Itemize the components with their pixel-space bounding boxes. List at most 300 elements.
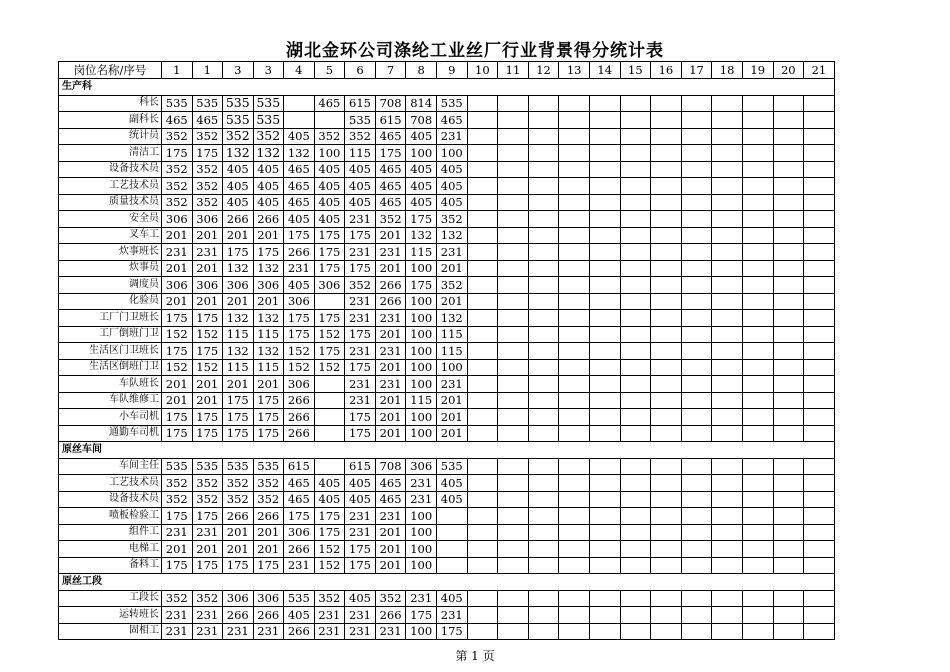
score-cell: 708 — [375, 458, 406, 475]
score-cell — [620, 326, 651, 343]
score-cell — [804, 112, 835, 129]
score-cell: 132 — [436, 227, 467, 244]
score-cell — [559, 343, 590, 360]
score-cell: 175 — [162, 145, 193, 162]
score-cell: 175 — [314, 227, 345, 244]
table-row — [59, 458, 835, 475]
score-cell: 175 — [192, 409, 223, 426]
position-label: 调度员 — [59, 277, 162, 294]
score-cell: 306 — [192, 277, 223, 294]
score-cell: 201 — [375, 227, 406, 244]
score-cell: 231 — [345, 376, 376, 393]
score-cell: 352 — [162, 491, 193, 508]
score-cell — [498, 524, 529, 541]
score-cell — [742, 491, 773, 508]
score-cell — [589, 145, 620, 162]
score-cell — [498, 326, 529, 343]
score-cell — [528, 293, 559, 310]
score-cell: 201 — [223, 293, 254, 310]
score-cell — [773, 112, 804, 129]
score-cell: 405 — [345, 194, 376, 211]
score-cell — [620, 376, 651, 393]
table-row — [59, 145, 835, 162]
score-cell — [804, 475, 835, 492]
score-cell — [528, 359, 559, 376]
score-cell: 175 — [314, 260, 345, 277]
score-cell — [651, 161, 682, 178]
score-cell: 266 — [375, 607, 406, 624]
score-cell — [559, 541, 590, 558]
score-cell — [559, 244, 590, 261]
score-cell: 132 — [436, 310, 467, 327]
score-cell — [467, 524, 498, 541]
score-cell — [467, 475, 498, 492]
position-label: 化验员 — [59, 293, 162, 310]
score-cell — [804, 178, 835, 195]
score-cell — [681, 475, 712, 492]
score-cell: 465 — [162, 112, 193, 129]
score-cell: 201 — [253, 376, 284, 393]
score-cell — [712, 178, 743, 195]
score-cell — [804, 95, 835, 112]
position-label: 叉车工 — [59, 227, 162, 244]
score-cell — [467, 541, 498, 558]
score-cell: 231 — [436, 607, 467, 624]
score-cell — [651, 409, 682, 426]
score-cell: 175 — [223, 425, 254, 442]
score-cell — [620, 260, 651, 277]
score-cell: 231 — [345, 508, 376, 525]
score-cell — [589, 194, 620, 211]
position-label: 炊事班长 — [59, 244, 162, 261]
score-cell — [589, 607, 620, 624]
score-cell — [681, 244, 712, 261]
score-cell — [528, 128, 559, 145]
score-cell: 615 — [345, 458, 376, 475]
score-cell: 201 — [223, 376, 254, 393]
table-row — [59, 326, 835, 343]
score-cell: 465 — [284, 194, 315, 211]
score-cell: 405 — [314, 211, 345, 228]
score-cell — [681, 541, 712, 558]
table-row — [59, 194, 835, 211]
header-col: 8 — [406, 62, 437, 79]
score-cell — [528, 376, 559, 393]
score-cell — [559, 376, 590, 393]
score-cell: 201 — [375, 392, 406, 409]
score-cell — [559, 392, 590, 409]
score-cell: 152 — [162, 359, 193, 376]
score-cell: 231 — [253, 623, 284, 640]
score-cell — [651, 607, 682, 624]
score-cell: 175 — [162, 310, 193, 327]
score-cell — [773, 475, 804, 492]
score-cell: 100 — [406, 376, 437, 393]
score-cell — [589, 326, 620, 343]
score-cell — [498, 95, 529, 112]
score-cell: 352 — [375, 211, 406, 228]
score-cell — [620, 194, 651, 211]
score-cell: 465 — [284, 178, 315, 195]
score-cell — [498, 145, 529, 162]
header-col: 12 — [528, 62, 559, 79]
score-cell: 132 — [253, 310, 284, 327]
table-row — [59, 508, 835, 525]
score-cell — [773, 128, 804, 145]
score-cell: 615 — [284, 458, 315, 475]
score-cell — [559, 293, 590, 310]
score-cell: 352 — [436, 277, 467, 294]
score-cell — [773, 211, 804, 228]
score-cell — [712, 475, 743, 492]
score-cell: 352 — [192, 128, 223, 145]
score-cell: 405 — [406, 161, 437, 178]
score-cell — [712, 211, 743, 228]
score-cell: 352 — [253, 491, 284, 508]
score-cell: 465 — [375, 491, 406, 508]
score-cell — [712, 425, 743, 442]
score-cell — [742, 425, 773, 442]
score-cell: 132 — [223, 310, 254, 327]
score-cell — [528, 95, 559, 112]
score-cell — [681, 623, 712, 640]
score-cell: 115 — [223, 359, 254, 376]
score-cell: 201 — [375, 425, 406, 442]
score-cell — [498, 392, 529, 409]
score-cell — [528, 491, 559, 508]
score-cell: 306 — [284, 293, 315, 310]
score-cell — [467, 145, 498, 162]
score-cell — [681, 194, 712, 211]
score-cell: 615 — [375, 112, 406, 129]
score-cell: 175 — [162, 343, 193, 360]
score-cell: 231 — [406, 475, 437, 492]
score-cell — [620, 293, 651, 310]
score-cell: 100 — [406, 293, 437, 310]
score-cell — [284, 112, 315, 129]
score-cell: 175 — [345, 425, 376, 442]
score-cell — [589, 128, 620, 145]
header-col: 17 — [681, 62, 712, 79]
score-cell: 405 — [345, 491, 376, 508]
score-cell — [559, 211, 590, 228]
score-cell: 175 — [345, 227, 376, 244]
score-cell: 306 — [284, 524, 315, 541]
score-cell — [589, 409, 620, 426]
score-cell — [712, 541, 743, 558]
score-cell: 231 — [284, 557, 315, 574]
score-cell: 115 — [253, 359, 284, 376]
score-cell — [528, 244, 559, 261]
score-cell — [712, 310, 743, 327]
score-cell — [620, 211, 651, 228]
score-cell — [804, 310, 835, 327]
score-cell — [620, 244, 651, 261]
table-row — [59, 623, 835, 640]
header-col: 5 — [314, 62, 345, 79]
section-row — [59, 442, 835, 459]
score-cell — [467, 161, 498, 178]
score-cell — [620, 392, 651, 409]
score-cell — [742, 244, 773, 261]
score-table — [58, 61, 835, 640]
score-cell — [681, 425, 712, 442]
score-cell — [620, 112, 651, 129]
score-cell — [773, 310, 804, 327]
score-cell: 175 — [253, 557, 284, 574]
table-row — [59, 211, 835, 228]
score-cell: 152 — [314, 359, 345, 376]
header-col: 7 — [375, 62, 406, 79]
score-cell: 175 — [314, 244, 345, 261]
score-cell: 352 — [192, 590, 223, 607]
score-cell: 100 — [406, 260, 437, 277]
score-cell — [651, 326, 682, 343]
score-cell: 152 — [314, 326, 345, 343]
position-label: 工厂倒班门卫 — [59, 326, 162, 343]
score-cell: 201 — [162, 260, 193, 277]
score-cell: 231 — [192, 623, 223, 640]
score-cell — [559, 310, 590, 327]
score-cell: 266 — [284, 623, 315, 640]
score-cell: 201 — [192, 293, 223, 310]
score-cell: 405 — [314, 491, 345, 508]
table-row — [59, 376, 835, 393]
score-cell — [436, 524, 467, 541]
score-cell: 266 — [375, 293, 406, 310]
score-cell — [498, 359, 529, 376]
score-cell: 266 — [223, 508, 254, 525]
score-cell — [681, 277, 712, 294]
score-cell — [620, 359, 651, 376]
score-cell — [804, 128, 835, 145]
score-cell: 100 — [406, 508, 437, 525]
score-cell — [651, 524, 682, 541]
score-cell — [742, 343, 773, 360]
score-cell — [498, 607, 529, 624]
score-cell — [742, 458, 773, 475]
score-cell — [528, 623, 559, 640]
score-cell — [589, 590, 620, 607]
score-cell: 175 — [253, 392, 284, 409]
score-cell: 175 — [162, 557, 193, 574]
score-cell — [528, 508, 559, 525]
score-cell — [620, 425, 651, 442]
score-cell — [651, 178, 682, 195]
score-cell — [651, 293, 682, 310]
score-cell — [681, 607, 712, 624]
score-cell — [804, 458, 835, 475]
score-cell: 405 — [253, 178, 284, 195]
score-cell — [804, 293, 835, 310]
score-cell: 306 — [223, 590, 254, 607]
score-cell — [498, 260, 529, 277]
score-cell — [804, 491, 835, 508]
score-cell — [467, 310, 498, 327]
score-cell — [620, 557, 651, 574]
header-col: 11 — [498, 62, 529, 79]
score-cell — [498, 343, 529, 360]
score-cell — [804, 541, 835, 558]
score-cell: 100 — [406, 409, 437, 426]
score-cell — [681, 508, 712, 525]
score-cell: 352 — [162, 161, 193, 178]
score-cell — [436, 541, 467, 558]
score-cell — [467, 409, 498, 426]
position-label: 固相工 — [59, 623, 162, 640]
score-cell: 175 — [223, 409, 254, 426]
position-label: 设备技术员 — [59, 491, 162, 508]
score-cell: 465 — [284, 161, 315, 178]
score-cell: 535 — [223, 458, 254, 475]
score-cell — [498, 475, 529, 492]
score-cell — [314, 376, 345, 393]
score-cell: 306 — [284, 376, 315, 393]
score-cell: 175 — [345, 541, 376, 558]
table-row — [59, 260, 835, 277]
score-cell — [712, 623, 743, 640]
score-cell: 352 — [375, 590, 406, 607]
score-cell: 266 — [223, 607, 254, 624]
score-cell — [651, 392, 682, 409]
score-cell: 231 — [375, 310, 406, 327]
score-cell — [620, 590, 651, 607]
header-label: 岗位名称/序号 — [59, 62, 162, 79]
score-cell — [681, 95, 712, 112]
score-cell — [712, 95, 743, 112]
score-cell: 231 — [345, 343, 376, 360]
score-cell: 201 — [192, 541, 223, 558]
score-cell: 201 — [375, 524, 406, 541]
score-cell — [498, 293, 529, 310]
score-cell: 306 — [162, 211, 193, 228]
position-label: 副科长 — [59, 112, 162, 129]
header-row — [59, 62, 835, 79]
score-cell: 266 — [284, 409, 315, 426]
score-cell: 405 — [223, 161, 254, 178]
score-cell — [589, 227, 620, 244]
header-col: 3 — [223, 62, 254, 79]
score-cell — [559, 590, 590, 607]
score-cell — [773, 409, 804, 426]
score-cell — [773, 161, 804, 178]
score-cell — [742, 95, 773, 112]
score-cell — [651, 194, 682, 211]
score-cell — [528, 326, 559, 343]
score-cell — [651, 343, 682, 360]
score-cell — [742, 541, 773, 558]
score-cell: 100 — [406, 145, 437, 162]
score-cell: 201 — [192, 392, 223, 409]
position-label: 喷板检验工 — [59, 508, 162, 525]
score-cell — [804, 326, 835, 343]
score-cell — [467, 376, 498, 393]
score-cell: 152 — [314, 541, 345, 558]
score-cell — [804, 425, 835, 442]
position-label: 工艺技术员 — [59, 475, 162, 492]
table-row — [59, 491, 835, 508]
score-cell — [528, 178, 559, 195]
score-cell — [681, 491, 712, 508]
score-cell: 352 — [192, 178, 223, 195]
score-cell — [742, 508, 773, 525]
score-cell: 175 — [406, 607, 437, 624]
score-cell — [681, 458, 712, 475]
table-row — [59, 244, 835, 261]
score-cell: 231 — [345, 623, 376, 640]
score-cell — [498, 425, 529, 442]
score-cell — [804, 161, 835, 178]
score-cell — [498, 178, 529, 195]
score-cell — [742, 161, 773, 178]
score-cell — [528, 409, 559, 426]
score-cell: 352 — [162, 128, 193, 145]
score-cell — [559, 557, 590, 574]
score-cell — [498, 161, 529, 178]
score-cell: 266 — [284, 244, 315, 261]
score-cell — [498, 541, 529, 558]
score-cell: 231 — [162, 524, 193, 541]
score-cell — [651, 376, 682, 393]
score-cell — [620, 409, 651, 426]
score-cell — [651, 128, 682, 145]
score-cell — [589, 508, 620, 525]
position-label: 电梯工 — [59, 541, 162, 558]
score-cell — [467, 326, 498, 343]
table-row — [59, 359, 835, 376]
score-cell: 175 — [345, 557, 376, 574]
position-label: 炊事员 — [59, 260, 162, 277]
page-footer: 第 1 页 — [455, 649, 495, 663]
score-cell: 100 — [314, 145, 345, 162]
score-cell — [620, 524, 651, 541]
score-cell — [712, 227, 743, 244]
header-col: 3 — [253, 62, 284, 79]
score-cell — [314, 293, 345, 310]
score-cell — [559, 112, 590, 129]
score-cell — [528, 458, 559, 475]
score-cell — [589, 244, 620, 261]
score-cell — [804, 343, 835, 360]
score-cell — [712, 409, 743, 426]
score-cell — [804, 623, 835, 640]
position-label: 质量技术员 — [59, 194, 162, 211]
score-cell: 201 — [162, 541, 193, 558]
score-cell — [589, 95, 620, 112]
score-cell — [773, 244, 804, 261]
score-cell: 132 — [223, 260, 254, 277]
score-cell — [651, 260, 682, 277]
score-cell: 405 — [284, 277, 315, 294]
score-cell — [559, 161, 590, 178]
score-cell — [620, 541, 651, 558]
score-cell: 175 — [192, 310, 223, 327]
score-cell — [589, 392, 620, 409]
score-cell: 231 — [314, 607, 345, 624]
score-cell — [589, 541, 620, 558]
score-cell: 152 — [192, 359, 223, 376]
score-cell: 201 — [253, 227, 284, 244]
score-cell — [773, 491, 804, 508]
score-cell — [559, 227, 590, 244]
score-cell — [559, 475, 590, 492]
score-cell: 175 — [314, 310, 345, 327]
score-cell: 405 — [345, 161, 376, 178]
score-cell — [742, 557, 773, 574]
position-label: 安全员 — [59, 211, 162, 228]
score-cell: 100 — [436, 145, 467, 162]
score-cell: 352 — [162, 590, 193, 607]
